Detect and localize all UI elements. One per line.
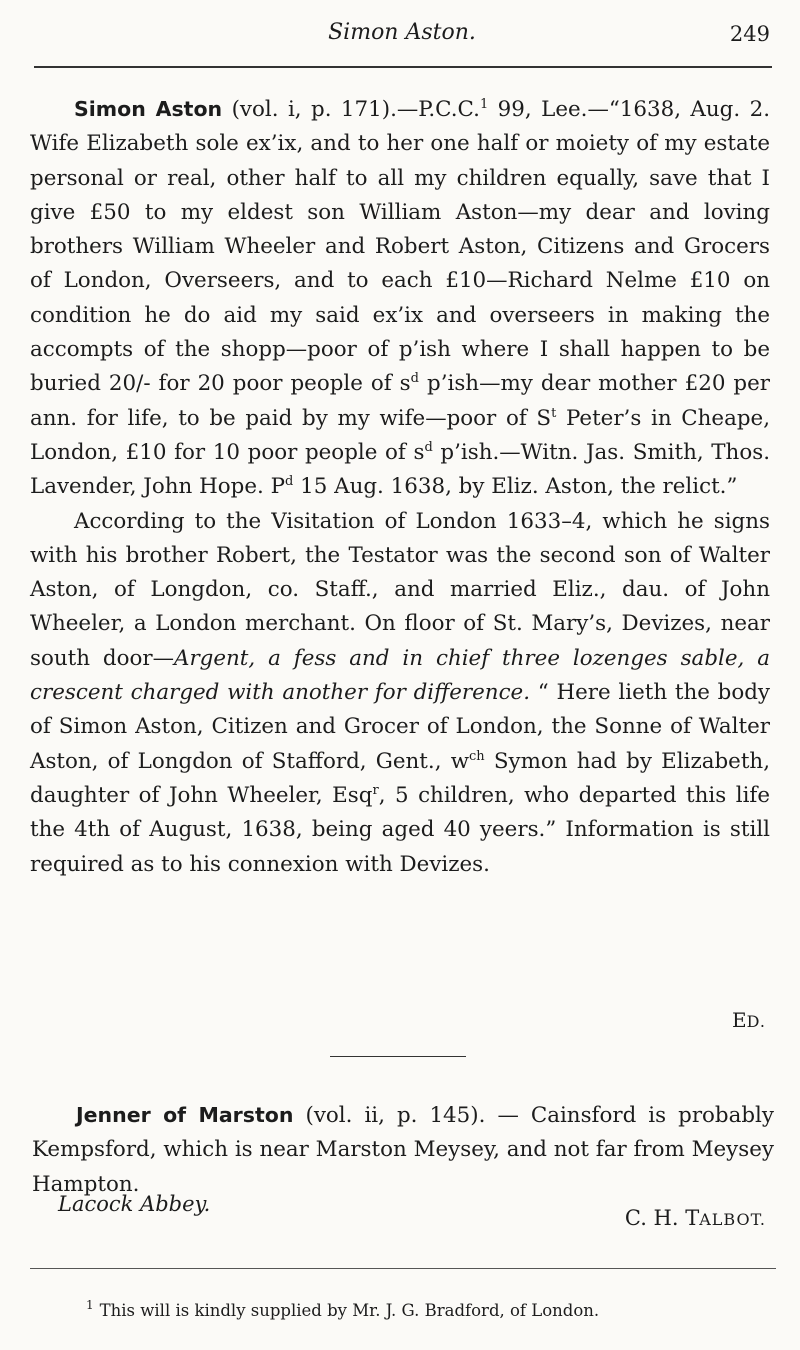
contributor-signature: C. H. TALBOT. [624,1206,766,1230]
will-abstract-paragraph: Simon Aston (vol. i, p. 171).—P.C.C.$^1$ 99, Lee.—“1638, Aug. 2. Wife Elizabeth sole ex’ix, and to her one half or moiety of my estate personal or real, other half to all my children equally, save that I give £50 to my eldest son William Aston—my dear and loving brothers William Wheeler and Robert Aston, Citizens and Grocers of London, Overseers, and to each £10—Richard Nelme £10 on condition he do aid my said ex’ix and overseers in making the accompts of the shopp—poor of p’ish where I shall happen to be buried 20/- for 20 poor people of $s^d$ p’ish—my dear mother £20 per ann. for life, to be paid by my wife—poor of $S^t$ Peter’s in Cheape, London, £10 for 10 poor people of $s^d$ p’ish.—Witn. Jas. Smith, Thos. Lavender, John Hope. $P^d$ 15 Aug. 1638, by Eliz. Aston, the relict.” [30,97,771,500]
entry-jenner [32,1098,774,1202]
header-rule [34,66,772,68]
blazon-text: Argent, a fess and in chief three lozenges sable, a crescent charged with another for difference. [30,645,770,706]
page-number: 249 [729,22,770,46]
entry-heading: Jenner of Marston [76,1103,294,1127]
place-line: Lacock Abbey. [58,1192,211,1216]
entry-heading: Simon Aston [74,97,223,121]
footnote-text: This will is kindly supplied by Mr. J. G. Bradford, of London. [99,1301,600,1320]
visitation-paragraph: According to the Visitation of London 1633–4, which he signs with his brother Robert, the Testator was the second son of Walter Aston, of Longdon, co. Staff., and married Eliz., dau. of John Wheeler, a London merchant. On floor of St. Mary’s, Devizes, near south door—Argent, a fess and in chief three lozenges sable, a crescent charged with another for difference. “ Here lieth the body of Simon Aston, Citizen and Grocer of London, the Sonne of Walter Aston, of Longdon of Stafford, Gent., $w^{ch}$ Symon had by Elizabeth, daughter of John Wheeler, Esq$^r$, 5 children, who departed this life the 4th of August, 1638, being aged 40 yeers.” Information is still required as to his connexion with Devizes. [30,508,771,877]
footnote-mark: 1 [86,1298,94,1312]
page-header [34,20,770,50]
footnote [86,1294,766,1322]
entry-simon-aston [30,92,770,882]
running-title: Simon Aston. [328,20,476,45]
footnote-rule [30,1268,776,1269]
section-divider [330,1056,466,1057]
editor-signature: ED. [732,1008,766,1032]
jenner-paragraph: Jenner of Marston (vol. ii, p. 145). — Cainsford is probably Kempsford, which is near Marston Meysey, and not far from Meysey Hampton. [32,1103,774,1197]
footnote-reference: 1 [479,97,489,112]
